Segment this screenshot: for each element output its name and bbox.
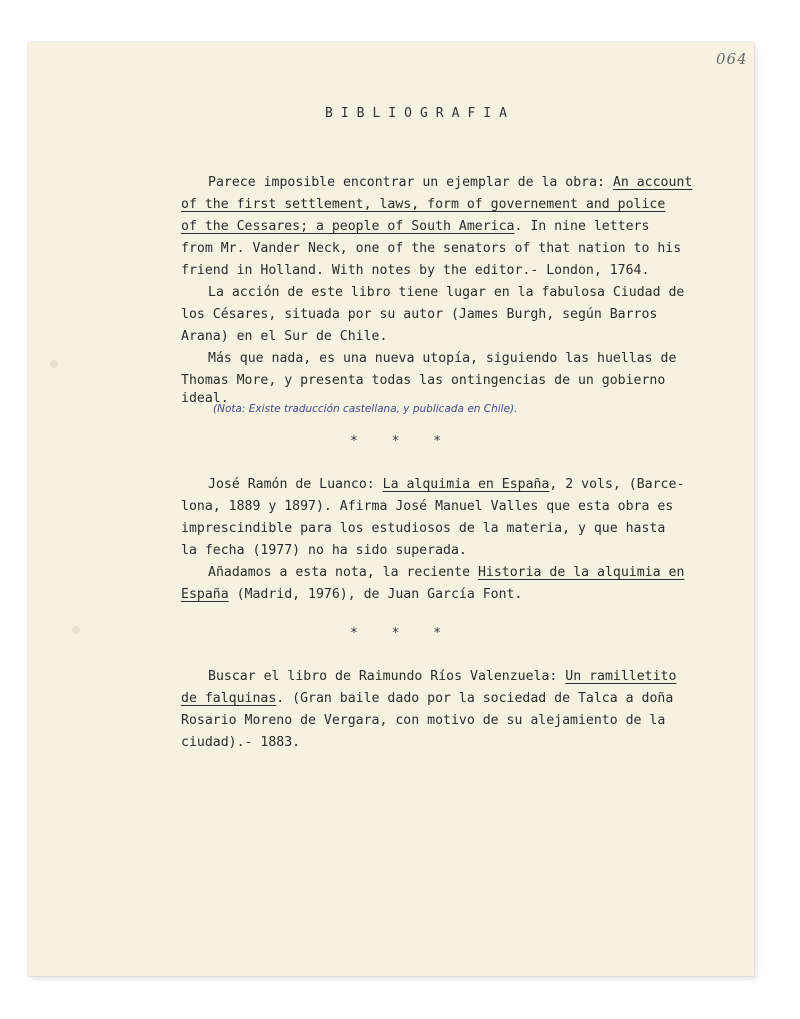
page-title: BIBLIOGRAFIA (325, 106, 515, 121)
text-line: José Ramón de Luanco: La alquimia en España, 2 vols, (Barce- (208, 477, 685, 492)
text-line: los Césares, situada por su autor (James Burgh, según Barros (181, 307, 658, 322)
text-line: friend in Holland. With notes by the editor.- London, 1764. (181, 263, 650, 278)
underlined-title: Un ramilletito (565, 669, 677, 684)
section-separator: * * * (350, 626, 442, 641)
underlined-title: of the Cessares; a people of South America (181, 219, 515, 234)
text-line: Añadamos a esta nota, la reciente Historia de la alquimia en (208, 565, 685, 580)
paper-stain (72, 626, 80, 634)
text-line: La acción de este libro tiene lugar en la fabulosa Ciudad de (208, 285, 685, 300)
text-line: Más que nada, es una nueva utopía, siguiendo las huellas de (208, 351, 677, 366)
text-line: of the Cessares; a people of South America. In nine letters (181, 219, 650, 234)
folio-number: 064 (716, 50, 748, 68)
text-line: Arana) en el Sur de Chile. (181, 329, 388, 344)
text-line: Buscar el libro de Raimundo Ríos Valenzuela: Un ramilletito (208, 669, 677, 684)
text-line: España (Madrid, 1976), de Juan García Font. (181, 587, 523, 602)
text-line: imprescindible para los estudiosos de la materia, y que hasta (181, 521, 666, 536)
text-line: ciudad).- 1883. (181, 735, 301, 750)
section-separator: * * * (350, 434, 442, 449)
handwritten-note: (Nota: Existe traducción castellana, y publicada en Chile). (213, 403, 518, 415)
text-line: Thomas More, y presenta todas las ontingencias de un gobierno (181, 373, 666, 388)
text-line: Parece imposible encontrar un ejemplar de la obra: An account (208, 175, 693, 190)
underlined-title: of the first settlement, laws, form of governement and police (181, 197, 666, 212)
underlined-title: La alquimia en España (382, 477, 550, 492)
text-line: ideal. (181, 391, 229, 406)
underlined-title: Historia de la alquimia en (477, 565, 685, 580)
text-line: lona, 1889 y 1897). Afirma José Manuel Valles que esta obra es (181, 499, 674, 514)
underlined-title: An account (612, 175, 693, 190)
underlined-title: de falquinas (181, 691, 277, 706)
text-line: la fecha (1977) no ha sido superada. (181, 543, 467, 558)
underlined-title: España (181, 587, 229, 602)
text-line: Rosario Moreno de Vergara, con motivo de su alejamiento de la (181, 713, 666, 728)
text-line: de falquinas. (Gran baile dado por la sociedad de Talca a doña (181, 691, 674, 706)
paper-stain (50, 360, 58, 368)
text-line: from Mr. Vander Neck, one of the senators of that nation to his (181, 241, 682, 256)
